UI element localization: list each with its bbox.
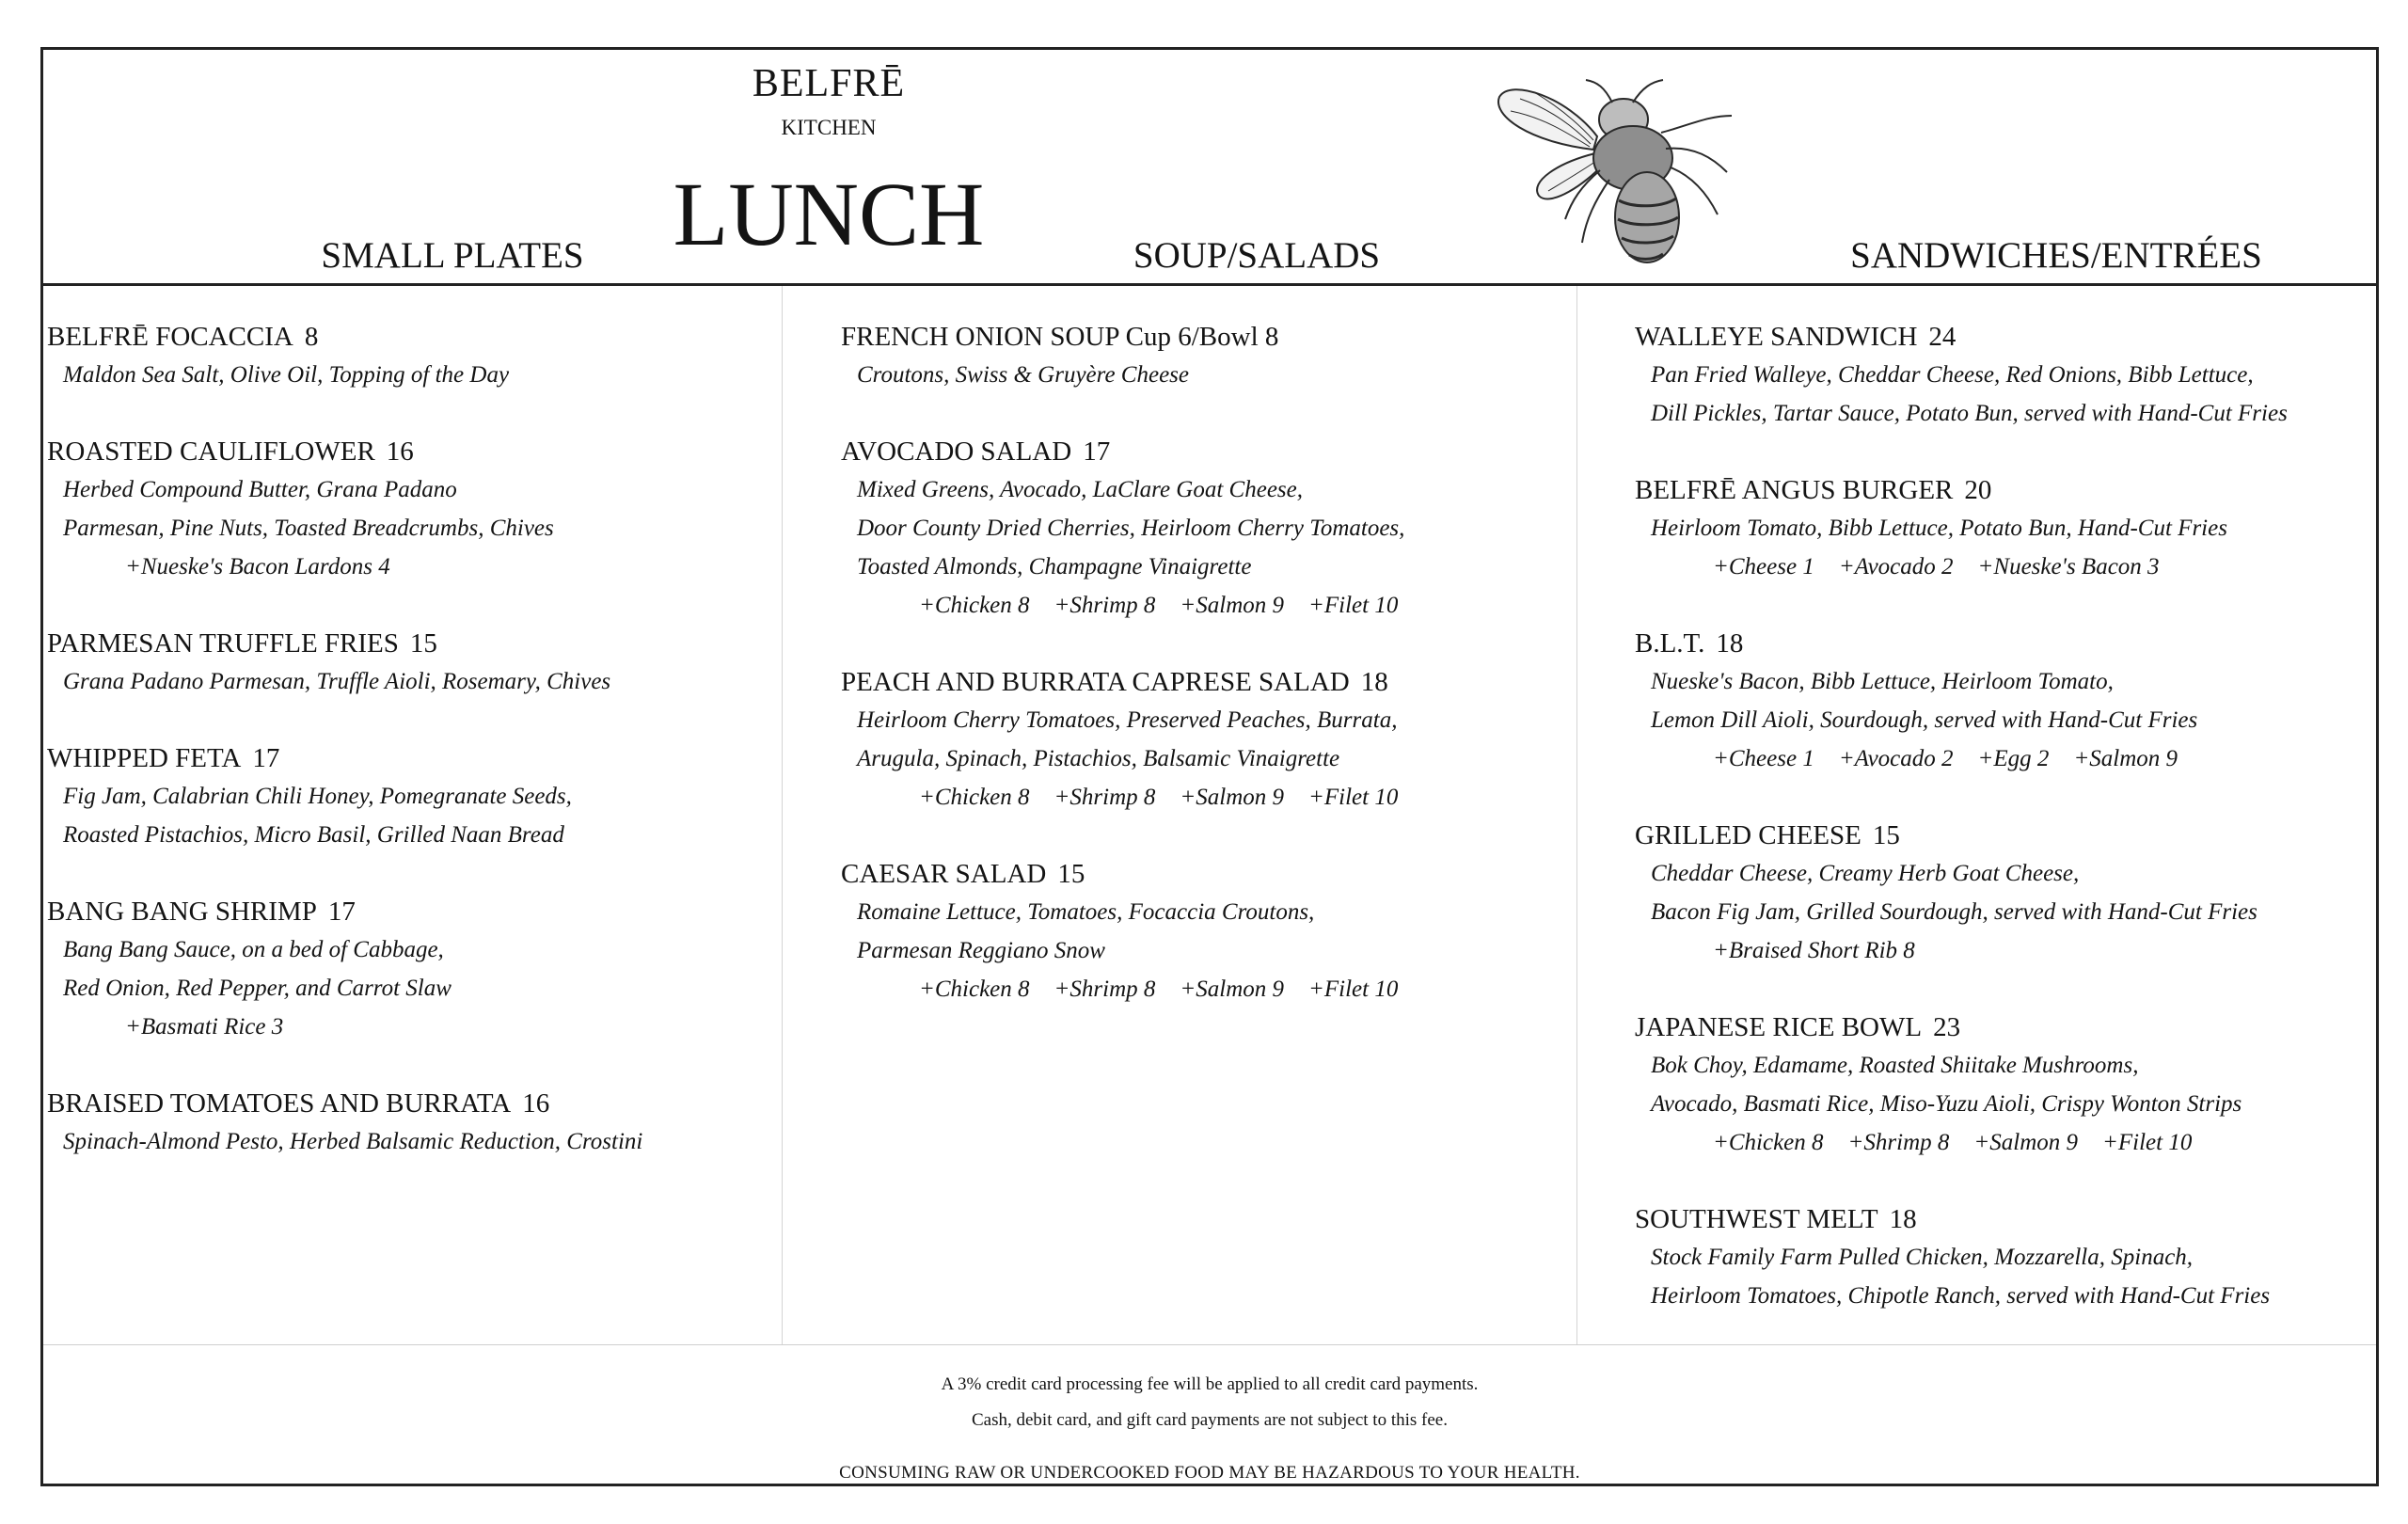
menu-item: [841, 318, 1422, 394]
item-price: 18: [1716, 628, 1744, 659]
addon: +Shrimp 8: [1847, 1130, 1950, 1155]
addon: +Cheese 1: [1713, 554, 1814, 579]
item-price: 16: [386, 437, 414, 467]
item-name: WHIPPED FETA: [47, 743, 242, 773]
item-addons: [1635, 931, 2288, 970]
item-price: 15: [1872, 820, 1900, 850]
item-name: B.L.T.: [1635, 628, 1705, 659]
item-name: AVOCADO SALAD: [841, 437, 1072, 467]
addon: +Filet 10: [1308, 785, 1399, 810]
column-sandwiches-entrees: [1635, 318, 2288, 1354]
menu-item: [1635, 471, 2288, 586]
addon: +Chicken 8: [919, 976, 1030, 1002]
item-price: 8: [304, 322, 319, 352]
item-name: WALLEYE SANDWICH: [1635, 322, 1918, 352]
addon: +Salmon 9: [1180, 593, 1285, 618]
item-description: Bacon Fig Jam, Grilled Sourdough, served with Hand-Cut Fries: [1651, 899, 2258, 925]
menu-footer: [43, 1367, 2376, 1487]
addon: +Filet 10: [2102, 1130, 2193, 1155]
item-description: Red Onion, Red Pepper, and Carrot Slaw: [63, 976, 452, 1001]
addon: +Salmon 9: [1180, 785, 1285, 810]
item-description: Heirloom Cherry Tomatoes, Preserved Peaches, Burrata,: [857, 707, 1398, 733]
item-price: 24: [1928, 322, 1956, 352]
item-description: Herbed Compound Butter, Grana Padano: [63, 477, 457, 502]
addon: +Chicken 8: [919, 593, 1030, 618]
column-soup-salads: [841, 318, 1422, 1047]
item-description: Nueske's Bacon, Bibb Lettuce, Heirloom Tomato,: [1651, 669, 2114, 694]
brand-logo: [716, 59, 942, 142]
item-name: BANG BANG SHRIMP: [47, 897, 317, 927]
brand-name: BELFRĒ: [752, 62, 906, 105]
menu-title: LUNCH: [673, 164, 985, 264]
addon: +Chicken 8: [919, 785, 1030, 810]
item-description: Heirloom Tomatoes, Chipotle Ranch, served with Hand-Cut Fries: [1651, 1283, 2271, 1309]
credit-card-fee-notice: A 3% credit card processing fee will be applied to all credit card payments.: [941, 1374, 1479, 1394]
item-description: Arugula, Spinach, Pistachios, Balsamic Vinaigrette: [857, 746, 1340, 771]
item-name: BRAISED TOMATOES AND BURRATA: [47, 1088, 512, 1119]
item-price: 17: [1083, 437, 1111, 467]
section-heading-soup-salads: SOUP/SALADS: [1133, 235, 1381, 276]
menu-item: [47, 739, 642, 854]
item-description: Door County Dried Cherries, Heirloom Cherry Tomatoes,: [857, 516, 1405, 541]
addon: +Cheese 1: [1713, 746, 1814, 771]
menu-item: [1635, 1008, 2288, 1162]
menu-item: [841, 663, 1422, 817]
item-description: Stock Family Farm Pulled Chicken, Mozzarella, Spinach,: [1651, 1245, 2194, 1270]
addon: +Shrimp 8: [1054, 593, 1156, 618]
item-description: Lemon Dill Aioli, Sourdough, served with Hand-Cut Fries: [1651, 707, 2198, 733]
item-name: GRILLED CHEESE: [1635, 820, 1861, 850]
item-price: 15: [409, 628, 437, 659]
addon: +Basmati Rice 3: [125, 1014, 284, 1040]
menu-item: [1635, 625, 2288, 778]
item-description: Toasted Almonds, Champagne Vinaigrette: [857, 554, 1252, 579]
addon: +Filet 10: [1308, 976, 1399, 1002]
item-description: Dill Pickles, Tartar Sauce, Potato Bun, served with Hand-Cut Fries: [1651, 401, 2288, 426]
column-divider-left: [782, 286, 783, 1344]
item-name: PEACH AND BURRATA CAPRESE SALAD: [841, 667, 1350, 697]
item-price: 18: [1889, 1204, 1917, 1234]
item-name: CAESAR SALAD: [841, 859, 1047, 889]
item-addons: [1635, 739, 2288, 778]
item-addons: [1635, 1123, 2288, 1162]
menu-item: [841, 855, 1422, 1008]
item-price: 18: [1360, 667, 1388, 697]
item-name: ROASTED CAULIFLOWER: [47, 437, 375, 467]
item-description: Maldon Sea Salt, Olive Oil, Topping of the Day: [63, 362, 510, 388]
item-description: Cheddar Cheese, Creamy Herb Goat Cheese,: [1651, 861, 2080, 886]
header-divider: [43, 283, 2376, 286]
item-addons: [1635, 548, 2288, 586]
section-heading-sandwiches-entrees: SANDWICHES/ENTRÉES: [1850, 235, 2262, 276]
item-description: Parmesan Reggiano Snow: [857, 938, 1105, 963]
item-name: BELFRĒ FOCACCIA: [47, 322, 293, 352]
item-price: 15: [1057, 859, 1085, 889]
item-name: JAPANESE RICE BOWL: [1635, 1012, 1923, 1042]
item-price: 17: [252, 743, 280, 773]
item-price: 16: [522, 1088, 550, 1119]
addon: +Avocado 2: [1838, 554, 1954, 579]
item-description: Mixed Greens, Avocado, LaClare Goat Cheese,: [857, 477, 1303, 502]
menu-item: [1635, 1200, 2288, 1315]
addon: +Nueske's Bacon Lardons 4: [125, 554, 390, 579]
item-description: Bok Choy, Edamame, Roasted Shiitake Mushrooms,: [1651, 1053, 2139, 1078]
item-addons: [47, 1008, 642, 1046]
addon: +Avocado 2: [1838, 746, 1954, 771]
item-price: 20: [1964, 475, 1992, 505]
addon: +Shrimp 8: [1054, 785, 1156, 810]
item-description: Romaine Lettuce, Tomatoes, Focaccia Croutons,: [857, 899, 1315, 925]
menu-item: [841, 433, 1422, 625]
item-addons: [841, 970, 1422, 1008]
item-description: Heirloom Tomato, Bibb Lettuce, Potato Bun, Hand-Cut Fries: [1651, 516, 2227, 541]
menu-item: [47, 893, 642, 1046]
item-name: PARMESAN TRUFFLE FRIES: [47, 628, 399, 659]
item-description: Croutons, Swiss & Gruyère Cheese: [857, 362, 1189, 388]
item-description: Avocado, Basmati Rice, Miso-Yuzu Aioli, Crispy Wonton Strips: [1651, 1091, 2242, 1117]
addon: +Salmon 9: [1973, 1130, 2079, 1155]
item-description: Roasted Pistachios, Micro Basil, Grilled Naan Bread: [63, 822, 564, 848]
item-addons: [841, 586, 1422, 625]
item-description: Pan Fried Walleye, Cheddar Cheese, Red Onions, Bibb Lettuce,: [1651, 362, 2254, 388]
menu-frame: [40, 47, 2379, 1486]
item-description: Bang Bang Sauce, on a bed of Cabbage,: [63, 937, 444, 962]
menu-item: [1635, 318, 2288, 433]
addon: +Egg 2: [1977, 746, 2050, 771]
addon: +Shrimp 8: [1054, 976, 1156, 1002]
addon: +Chicken 8: [1713, 1130, 1824, 1155]
bee-icon: [1492, 59, 1755, 278]
item-addons: [47, 548, 642, 586]
column-small-plates: [47, 318, 642, 1199]
menu-item: [47, 318, 642, 394]
addon: +Filet 10: [1308, 593, 1399, 618]
payment-exemption-notice: Cash, debit card, and gift card payments are not subject to this fee.: [972, 1410, 1448, 1430]
item-price: 17: [327, 897, 356, 927]
brand-subtitle: KITCHEN: [781, 116, 877, 139]
health-warning: CONSUMING RAW OR UNDERCOOKED FOOD MAY BE HAZARDOUS TO YOUR HEALTH.: [839, 1463, 1580, 1483]
menu-item: [47, 433, 642, 586]
item-name: BELFRĒ ANGUS BURGER: [1635, 475, 1954, 505]
item-description: Grana Padano Parmesan, Truffle Aioli, Rosemary, Chives: [63, 669, 611, 694]
column-divider-right: [1576, 286, 1577, 1344]
item-addons: [841, 778, 1422, 817]
addon: +Salmon 9: [2073, 746, 2178, 771]
item-price: 23: [1933, 1012, 1961, 1042]
item-name: SOUTHWEST MELT: [1635, 1204, 1878, 1234]
item-name: FRENCH ONION SOUP Cup 6/Bowl 8: [841, 322, 1279, 352]
addon: +Braised Short Rib 8: [1713, 938, 1915, 963]
section-heading-small-plates: SMALL PLATES: [321, 235, 584, 276]
item-description: Parmesan, Pine Nuts, Toasted Breadcrumbs, Chives: [63, 516, 554, 541]
addon: +Salmon 9: [1180, 976, 1285, 1002]
item-description: Fig Jam, Calabrian Chili Honey, Pomegranate Seeds,: [63, 784, 572, 809]
menu-item: [1635, 817, 2288, 970]
item-description: Spinach-Almond Pesto, Herbed Balsamic Reduction, Crostini: [63, 1129, 643, 1154]
menu-item: [47, 625, 642, 701]
addon: +Nueske's Bacon 3: [1977, 554, 2160, 579]
menu-item: [47, 1085, 642, 1161]
